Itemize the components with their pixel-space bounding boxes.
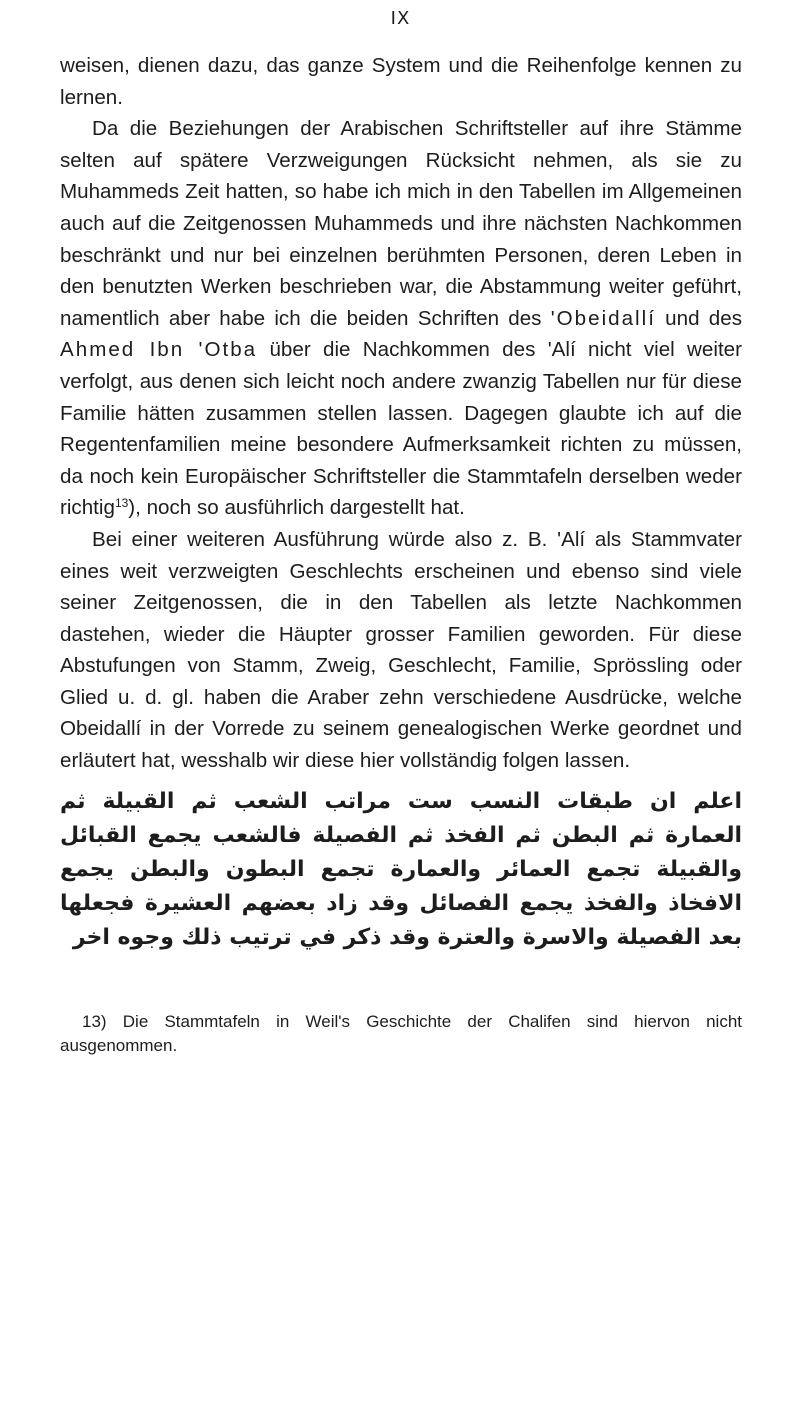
paragraph-2-part-d: ), noch so ausführlich dargestellt hat. (128, 496, 465, 520)
paragraph-2-part-a: Da die Beziehungen der Arabischen Schriftsteller auf ihre Stämme selten auf spätere Verzweigungen Rücksicht nehmen, als sie zu Muhammeds Zeit hatten, so habe ich mich in den Tabellen im Allgemeinen auch auf die Zeitgenossen Muhammeds und ihre nächsten Nachkommen beschränkt und nur bei einzelnen berühmten Personen, deren Leben in den benutzten Werken beschrieben war, die Abstammung weiter geführt, namentlich aber habe ich die beiden Schriften des (60, 117, 742, 330)
footnote-reference: 13 (114, 496, 129, 511)
paragraph-1: weisen, dienen dazu, das ganze System und die Reihenfolge kennen zu lernen. (60, 54, 742, 109)
arabic-quotation: اعلم ان طبقات النسب ست مراتب الشعب ثم القبيلة ثم العمارة ثم البطن ثم الفخذ ثم الفصيلة فالشعب يجمع القبائل والقبيلة تجمع العمائر والعمارة تجمع البطون والبطن يجمع الافخاذ والفخذ يجمع الفصائل وقد زاد بعضهم العشيرة فجعلها بعد الفصيلة والاسرة والعترة وقد ذكر في ترتيب ذلك وجوه اخر (60, 789, 742, 950)
paragraph-2 (60, 113, 742, 524)
paragraph-2-part-b: und des (655, 306, 742, 330)
author-name-obeidalli: 'Obeidallí (550, 306, 656, 330)
author-name-ahmed-ibn-otba: Ahmed Ibn 'Otba (60, 338, 258, 362)
paragraph-2-part-c: über die Nachkommen des 'Alí nicht viel weiter verfolgt, aus denen sich leicht noch andere zwanzig Tabellen nur für diese Familie hätten zusammen stellen lassen. Dagegen glaubte ich auf die Regentenfamilien meine besondere Aufmerksamkeit richten zu müssen, da noch kein Europäischer Schriftsteller die Stammtafeln derselben weder richtig (60, 338, 742, 520)
page-number: IX (390, 8, 411, 29)
main-text (60, 50, 742, 777)
footnote: 13) Die Stammtafeln in Weil's Geschichte der Chalifen sind hiervon nicht ausgenommen. (60, 1012, 742, 1055)
paragraph-3: Bei einer weiteren Ausführung würde also z. B. 'Alí als Stammvater eines weit verzweigten Geschlechts erscheinen und ebenso sind viele seiner Zeitgenossen, die in den Tabellen als letzte Nachkommen dastehen, wieder die Häupter grosser Familien geworden. Für diese Abstufungen von Stamm, Zweig, Geschlecht, Familie, Sprössling oder Glied u. d. gl. haben die Araber zehn verschiedene Ausdrücke, welche Obeidallí in der Vorrede zu seinem genealogischen Werke geordnet und erläutert hat, wesshalb wir diese hier vollständig folgen lassen. (60, 527, 742, 773)
